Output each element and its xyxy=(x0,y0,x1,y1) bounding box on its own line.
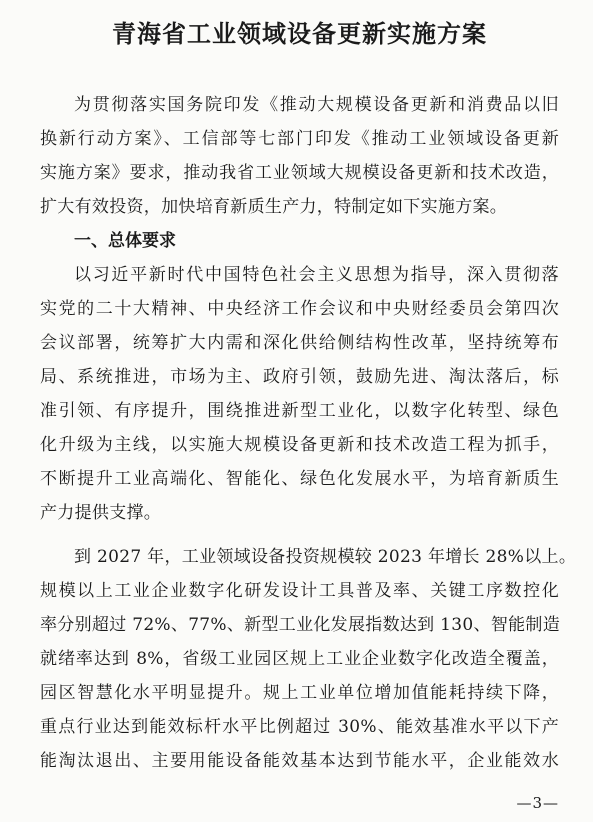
targets-paragraph xyxy=(40,540,577,778)
text-line: 能淘汰退出、主要用能设备能效基本达到节能水平，企业能效水 xyxy=(40,751,559,771)
text-line: 局、系统推进，市场为主、政府引领，鼓励先进、淘汰落后，标 xyxy=(40,367,559,387)
text-line: 规模以上工业企业数字化研发设计工具普及率、关键工序数控化 xyxy=(40,581,559,601)
text-line: 实施方案》要求，推动我省工业领域大规模设备更新和技术改造， xyxy=(40,163,559,183)
text-line: 园区智慧化水平明显提升。规上工业单位增加值能耗持续下降， xyxy=(40,683,559,703)
text-line: 扩大有效投资，加快培育新质生产力，特制定如下实施方案。 xyxy=(40,197,508,217)
text-line: 率分别超过 72%、77%、新型工业化发展指数达到 130、智能制造 xyxy=(40,615,561,635)
text-line: 换新行动方案》、工信部等七部门印发《推动工业领域设备更新 xyxy=(40,129,559,149)
text-line: 会议部署，统筹扩大内需和深化供给侧结构性改革，坚持统筹布 xyxy=(40,333,559,353)
text-line: 实党的二十大精神、中央经济工作会议和中央财经委员会第四次 xyxy=(40,299,559,319)
text-line: 产力提供支撑。 xyxy=(40,503,162,523)
page-number: —3— xyxy=(516,794,559,812)
text-line: 以习近平新时代中国特色社会主义思想为指导，深入贯彻落 xyxy=(74,265,559,285)
guiding-principles-paragraph xyxy=(40,258,559,530)
text-line: 准引领、有序提升，围绕推进新型工业化，以数字化转型、绿色 xyxy=(40,401,559,421)
text-line: 到 2027 年，工业领域设备投资规模较 2023 年增长 28%以上。 xyxy=(74,547,577,567)
intro-paragraph xyxy=(40,88,559,224)
document-title: 青海省工业领域设备更新实施方案 xyxy=(112,19,487,48)
text-line: 就绪率达到 8%，省级工业园区规上工业企业数字化改造全覆盖， xyxy=(40,649,559,669)
section-heading: 一、总体要求 xyxy=(74,231,176,251)
text-line: 不断提升工业高端化、智能化、绿色化发展水平，为培育新质生 xyxy=(40,469,559,489)
text-line: 为贯彻落实国务院印发《推动大规模设备更新和消费品以旧 xyxy=(74,95,559,115)
text-line: 重点行业达到能效标杆水平比例超过 30%、能效基准水平以下产 xyxy=(40,717,559,737)
text-line: 化升级为主线，以实施大规模设备更新和技术改造工程为抓手， xyxy=(40,435,559,455)
